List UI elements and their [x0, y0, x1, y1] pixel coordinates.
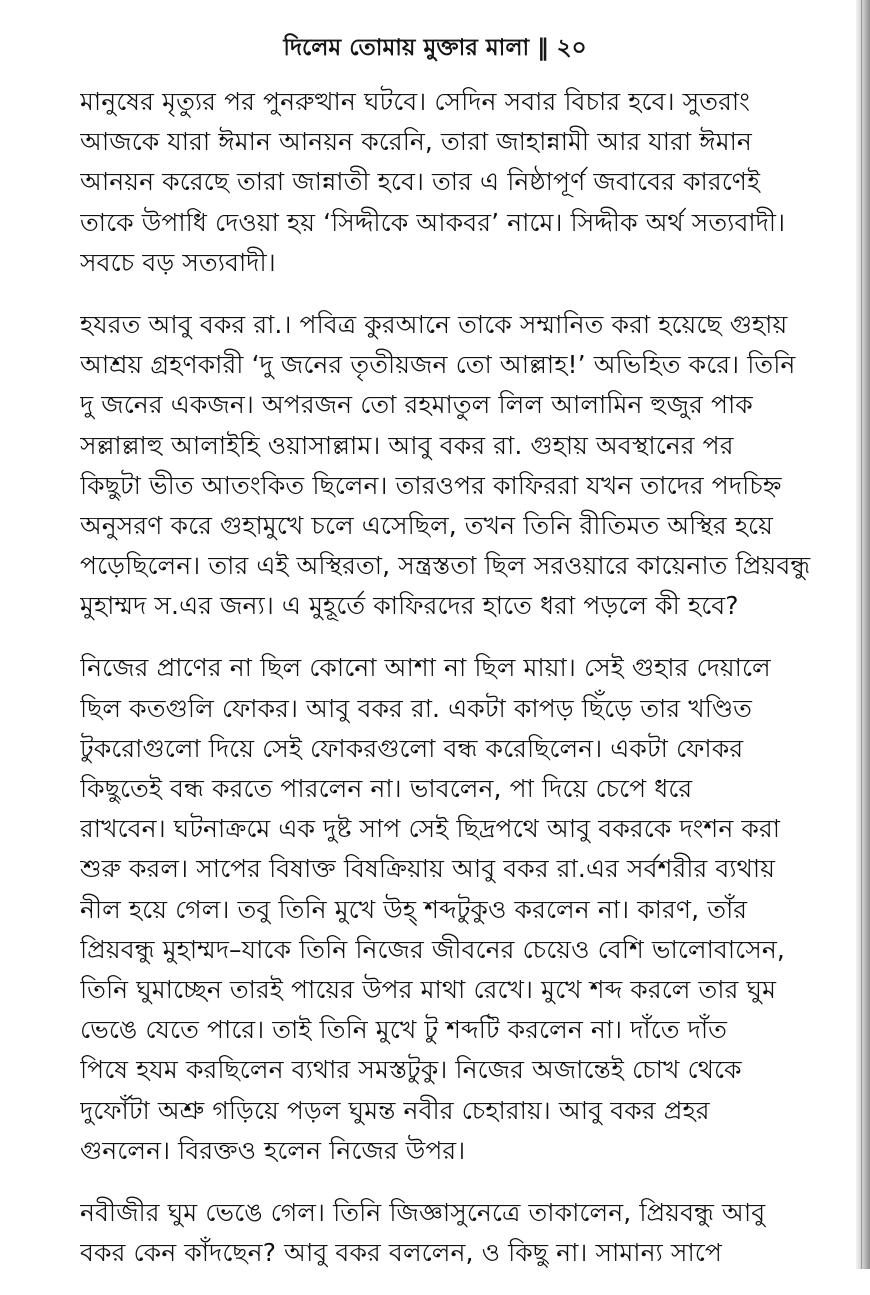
text-line: পড়েছিলেন। তার এই অস্থিরতা, সন্ত্রস্ততা ছিল সরওয়ারে কায়েনাত প্রিয়বন্ধু	[80, 551, 811, 581]
text-line: হযরত আবু বকর রা.। পবিত্র কুরআনে তাকে সম্মানিত করা হয়েছে গুহায়	[80, 309, 788, 339]
text-line: রাখবেন। ঘটনাক্রমে এক দুষ্ট সাপ সেই ছিদ্রপথে আবু বকরকে দংশন করা	[80, 814, 781, 844]
paragraph-1	[80, 82, 848, 283]
text-line: তিনি ঘুমাচ্ছেন তারই পায়ের উপর মাথা রেখে। মুখে শব্দ করলে তার ঘুম	[80, 974, 777, 1004]
text-line: মুহাম্মদ স.এর জন্য। এ মুহূর্তে কাফিরদের হাতে ধরা পড়লে কী হবে?	[80, 591, 739, 621]
text-line: নিজের প্রাণের না ছিল কোনো আশা না ছিল মায়া। সেই গুহার দেয়ালে	[80, 653, 771, 683]
paragraph-4	[80, 1193, 848, 1273]
paragraph-3	[80, 648, 848, 1170]
text-line: তাকে উপাধি দেওয়া হয় ‘সিদ্দীকে আকবর’ নামে। সিদ্দীক অর্থ সত্যবাদী।	[80, 207, 786, 237]
text-line: দু জনের একজন। অপরজন তো রহমাতুল লিল আলামিন হুজুর পাক	[80, 390, 753, 420]
page-edge-line	[861, 0, 862, 1269]
text-line: টুকরোগুলো দিয়ে সেই ফোকরগুলো বন্ধ করেছিলেন। একটা ফোকর	[80, 733, 744, 763]
running-head: দিলেম তোমায় মুক্তার মালা ‖ ২০	[283, 35, 587, 61]
text-line: ছিল কতগুলি ফোকর। আবু বকর রা. একটা কাপড় ছিঁড়ে তার খণ্ডিত	[80, 693, 753, 723]
text-line: কিছুতেই বন্ধ করতে পারলেন না। ভাবলেন, পা দিয়ে চেপে ধরে	[80, 774, 693, 803]
text-line: গুনলেন। বিরক্তও হলেন নিজের উপর।	[80, 1135, 466, 1165]
text-line: সল্লাল্লাহু আলাইহি ওয়াসাল্লাম। আবু বকর রা. গুহায় অবস্থানের পর	[80, 430, 734, 460]
paragraph-2	[80, 305, 848, 627]
text-line: ভেঙে যেতে পারে। তাই তিনি মুখে টু শব্দটি করলেন না। দাঁতে দাঁত	[80, 1015, 728, 1045]
text-line: আনয়ন করেছে তারা জান্নাতী হবে। তার এ নিষ্ঠাপূর্ণ জবাবের কারণেই	[80, 167, 761, 197]
text-line: আশ্রয় গ্রহণকারী ‘দু জনের তৃতীয়জন তো আল্লাহ!’ অভিহিত করে। তিনি	[80, 350, 796, 380]
page-edge-shadow	[856, 0, 870, 1269]
text-line: সবচে বড় সত্যবাদী।	[80, 247, 276, 277]
body-text	[80, 82, 848, 1295]
text-line: আজকে যারা ঈমান আনয়ন করেনি, তারা জাহান্নামী আর যারা ঈমান	[80, 127, 752, 157]
text-line: দুফোঁটা অশ্রু গড়িয়ে পড়ল ঘুমন্ত নবীর চেহারায়। আবু বকর প্রহর	[80, 1095, 710, 1125]
text-line: বকর কেন কাঁদছেন? আবু বকর বললেন, ও কিছু না। সামান্য সাপে	[80, 1238, 722, 1268]
text-line: নবীজীর ঘুম ভেঙে গেল। তিনি জিজ্ঞাসুনেত্রে তাকালেন, প্রিয়বন্ধু আবু	[80, 1197, 766, 1227]
text-line: নীল হয়ে গেল। তবু তিনি মুখে উহ্ শব্দটুকুও করলেন না। কারণ, তাঁর	[80, 894, 748, 924]
text-line: প্রিয়বন্ধু মুহাম্মদ–যাকে তিনি নিজের জীবনের চেয়েও বেশি ভালোবাসেন,	[80, 934, 785, 964]
text-line: শুরু করল। সাপের বিষাক্ত বিষক্রিয়ায় আবু বকর রা.এর সর্বশরীর ব্যথায়	[80, 854, 776, 884]
text-line: কিছুটা ভীত আতংকিত ছিলেন। তারওপর কাফিররা যখন তাদের পদচিহ্ন	[80, 470, 782, 500]
text-line: অনুসরণ করে গুহামুখে চলে এসেছিল, তখন তিনি রীতিমত অস্থির হয়ে	[80, 510, 773, 540]
text-line: পিষে হযম করছিলেন ব্যথার সমস্তটুকু। নিজের অজান্তেই চোখ থেকে	[80, 1055, 742, 1085]
text-line: মানুষের মৃত্যুর পর পুনরুত্থান ঘটবে। সেদিন সবার বিচার হবে। সুতরাং	[80, 87, 750, 116]
